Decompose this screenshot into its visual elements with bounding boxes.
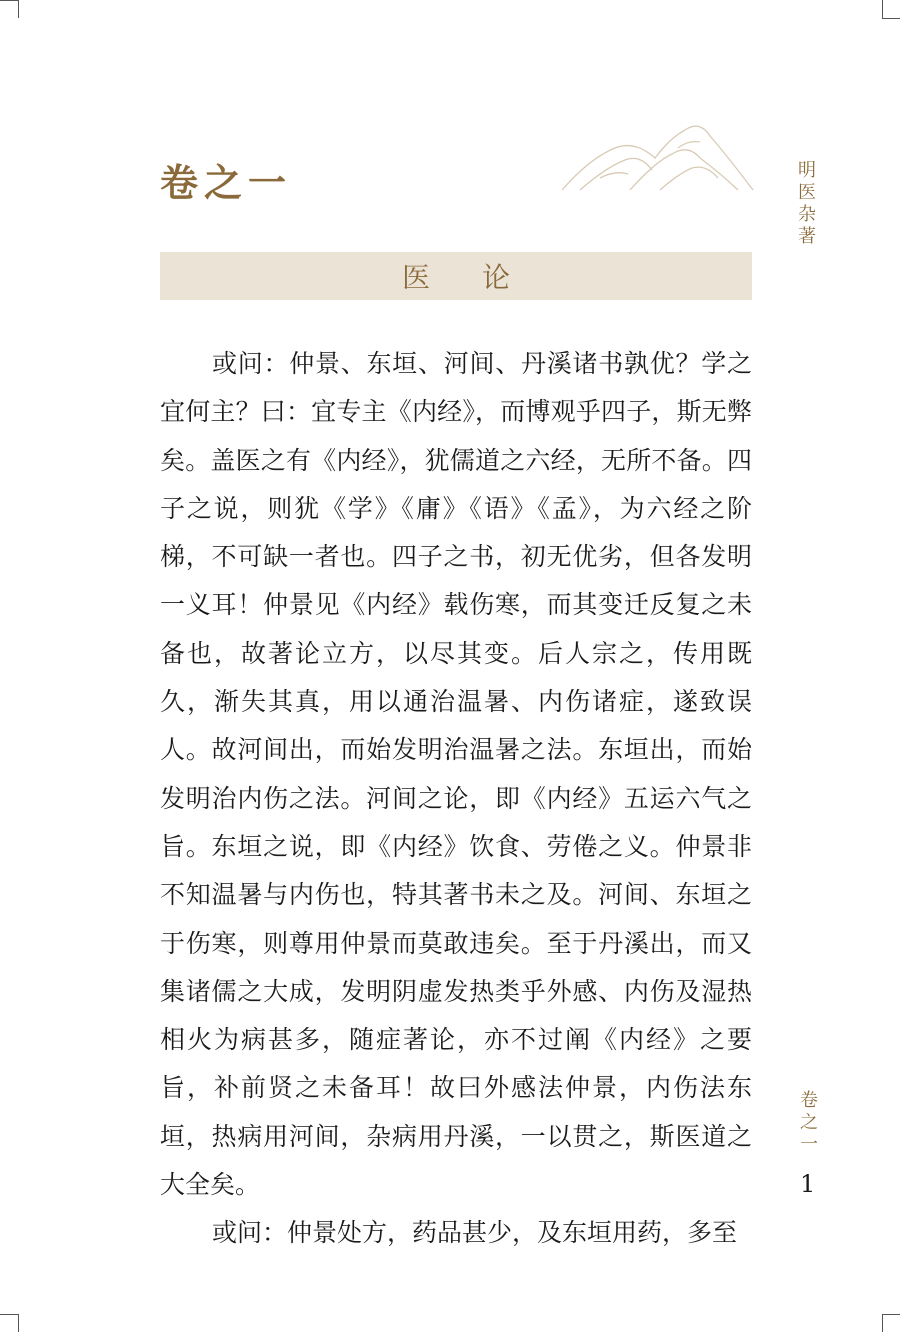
section-heading-bar — [160, 252, 752, 300]
book-title-char: 著 — [798, 226, 816, 247]
book-title-vertical — [795, 160, 819, 248]
crop-mark — [18, 1314, 19, 1332]
page-number: 1 — [800, 1170, 816, 1198]
crop-mark — [882, 1314, 883, 1332]
crop-mark — [18, 0, 19, 18]
body-text — [160, 340, 752, 1258]
crop-mark — [0, 1314, 18, 1315]
book-title-char: 明 — [798, 160, 816, 181]
chapter-title: 卷之一 — [160, 160, 293, 205]
book-title-char: 医 — [798, 182, 816, 203]
side-chapter-char: 一 — [800, 1134, 818, 1155]
side-chapter-char: 卷 — [800, 1090, 818, 1111]
crop-mark — [882, 18, 900, 19]
paragraph: 或问：仲景、东垣、河间、丹溪诸书孰优？学之宜何主？曰：宜专主《内经》，而博观乎四子，斯无弊矣。盖医之有《内经》，犹儒道之六经，无所不备。四子之说，则犹《学》《庸》《语》《孟》，为六经之阶梯，不可缺一者也。四子之书，初无优劣，但各发明一义耳！仲景见《内经》载伤寒，而其变迁反复之未备也，故著论立方，以尽其变。后人宗之，传用既久，渐失其真，用以通治温暑、内伤诸症，遂致误人。故河间出，而始发明治温暑之法。东垣出，而始发明治内伤之法。河间之论，即《内经》五运六气之旨。东垣之说，即《内经》饮食、劳倦之义。仲景非不知温暑与内伤也，特其著书未之及。河间、东垣之于伤寒，则尊用仲景而莫敢违矣。至于丹溪出，而又集诸儒之大成，发明阴虚发热类乎外感、内伤及湿热相火为病甚多，随症著论，亦不过阐《内经》之要旨，补前贤之未备耳！故曰外感法仲景，内伤法东垣，热病用河间，杂病用丹溪，一以贯之，斯医道之大全矣。 — [160, 349, 752, 1200]
book-title-char: 杂 — [798, 204, 816, 225]
side-chapter-char: 之 — [800, 1112, 818, 1133]
crop-mark — [882, 0, 883, 18]
paragraph: 或问：仲景处方，药品甚少，及东垣用药，多至 — [212, 1218, 738, 1248]
mountain-decoration-icon — [560, 118, 755, 198]
crop-mark — [0, 0, 18, 1]
side-chapter-label — [797, 1090, 821, 1156]
section-title: 医论 — [401, 261, 562, 294]
crop-mark — [882, 1314, 900, 1315]
